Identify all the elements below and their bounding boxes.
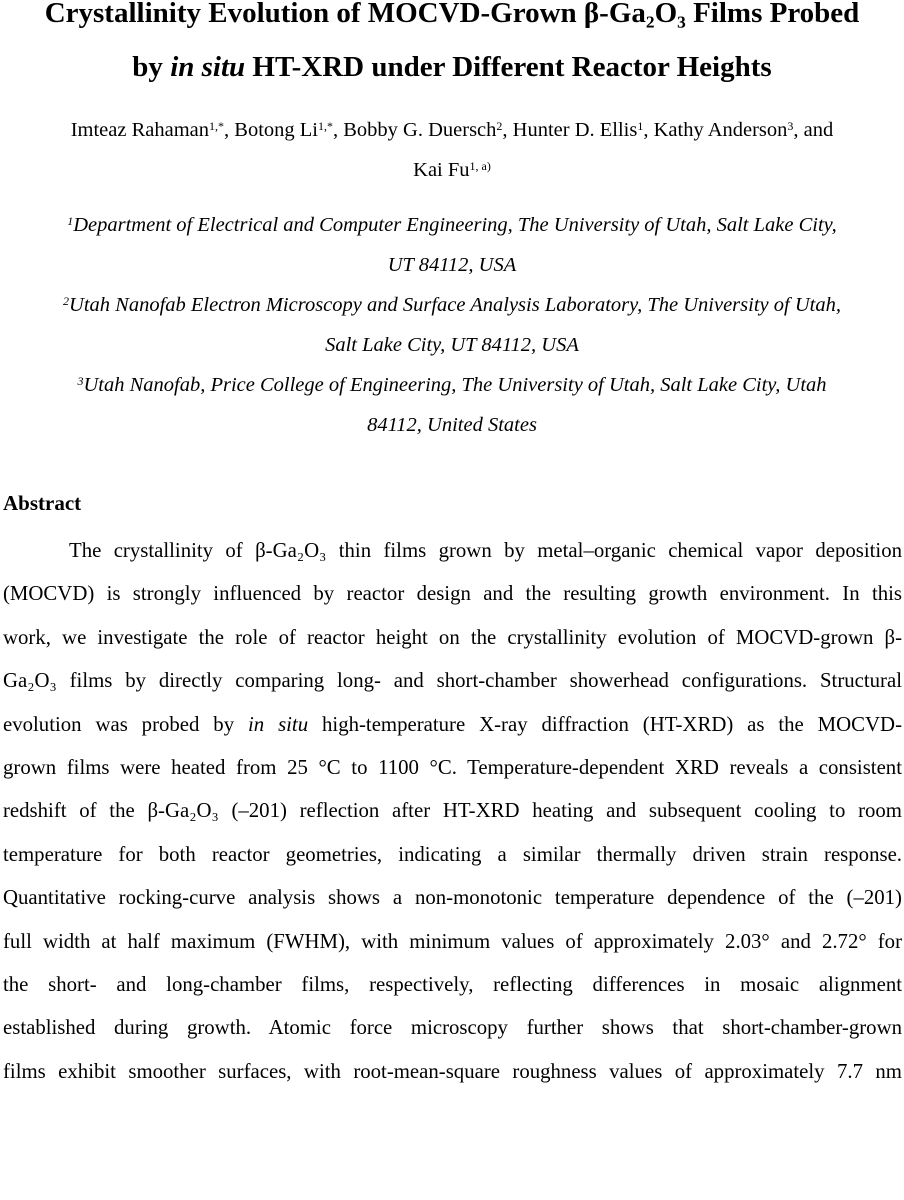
- affiliation-number: 2: [63, 294, 70, 308]
- author-list: [0, 110, 904, 190]
- abstract-line-prefix: evolution was probed by: [3, 712, 248, 736]
- abstract-line: films exhibit smoother surfaces, with root-mean-square roughness values of approximately 7.7 nm: [3, 1059, 902, 1083]
- abstract-line: established during growth. Atomic force microscopy further shows that short-chamber-grown: [3, 1016, 902, 1040]
- affiliation-text: Salt Lake City, UT 84112, USA: [325, 334, 579, 356]
- author-affiliation-mark: 3: [787, 119, 794, 133]
- abstract-body: [3, 529, 902, 1093]
- abstract-line: grown films were heated from 25 °C to 1100 °C. Temperature-dependent XRD reveals a consistent: [3, 755, 902, 779]
- affiliation-1: [0, 205, 904, 285]
- author-conjunction: , and: [793, 119, 834, 141]
- title-line-2-prefix: by: [132, 51, 171, 83]
- abstract-line: (MOCVD) is strongly influenced by reactor design and the resulting growth environment. In this: [3, 582, 902, 606]
- author-line-2: [0, 150, 904, 190]
- author-name: , Botong Li: [224, 119, 318, 141]
- affiliation-text: Department of Electrical and Computer Engineering, The University of Utah, Salt Lake City,: [73, 214, 837, 236]
- abstract-line: full width at half maximum (FWHM), with minimum values of approximately 2.03° and 2.72° for: [3, 929, 902, 953]
- affiliation-text: Utah Nanofab Electron Microscopy and Surface Analysis Laboratory, The University of Utah,: [69, 294, 841, 316]
- affiliation-number: 3: [77, 374, 84, 388]
- affiliation-text: 84112, United States: [367, 414, 537, 436]
- title-line-2-italic: in situ: [170, 51, 246, 83]
- affiliation-text: UT 84112, USA: [387, 254, 517, 276]
- author-affiliation-mark: 2: [496, 119, 503, 133]
- abstract-line-suffix: high-temperature X-ray diffraction (HT-XRD) as the MOCVD-: [308, 712, 902, 736]
- abstract-line: redshift of the β-Ga₂O₃ (–201) reflection after HT-XRD heating and subsequent cooling to room: [3, 799, 902, 823]
- paper-title: [0, 0, 904, 94]
- author-line-1: [0, 110, 904, 150]
- affiliation-text: Utah Nanofab, Price College of Engineering, The University of Utah, Salt Lake City, Utah: [83, 374, 827, 396]
- affiliation-number: 1: [67, 214, 74, 228]
- abstract-heading: Abstract: [3, 491, 82, 515]
- abstract-line: temperature for both reactor geometries, indicating a similar thermally driven strain response.: [3, 842, 902, 866]
- abstract-line: the short- and long-chamber films, respectively, reflecting differences in mosaic alignment: [3, 972, 902, 996]
- author-name: Imteaz Rahaman: [70, 119, 210, 141]
- author-name: , Hunter D. Ellis: [502, 119, 638, 141]
- abstract-line: Ga₂O₃ films by directly comparing long- and short-chamber showerhead configurations. Structural: [3, 669, 902, 693]
- author-affiliation-mark: 1,*: [209, 119, 225, 133]
- abstract-line-italic: in situ: [248, 712, 309, 736]
- author-name: , Bobby G. Duersch: [332, 119, 497, 141]
- abstract-line: work, we investigate the role of reactor height on the crystallinity evolution of MOCVD-grown β-: [3, 625, 902, 649]
- title-line-2: [0, 40, 904, 94]
- abstract-line-in-situ: [3, 703, 902, 746]
- author-affiliation-mark: 1: [637, 119, 644, 133]
- author-name: , Kathy Anderson: [643, 119, 788, 141]
- author-name: Kai Fu: [413, 159, 470, 181]
- title-line-2-suffix: HT-XRD under Different Reactor Heights: [245, 51, 772, 83]
- author-affiliation-mark: 1, a): [469, 159, 491, 173]
- affiliation-3: [0, 365, 904, 445]
- title-line-1: Crystallinity Evolution of MOCVD-Grown β-Ga₂O₃ Films Probed: [44, 0, 860, 29]
- author-affiliation-mark: 1,*: [317, 119, 333, 133]
- abstract-line: Quantitative rocking-curve analysis shows a non-monotonic temperature dependence of the (–201): [3, 886, 902, 910]
- abstract-line: The crystallinity of β-Ga₂O₃ thin films grown by metal–organic chemical vapor deposition: [69, 539, 902, 562]
- affiliation-2: [0, 285, 904, 365]
